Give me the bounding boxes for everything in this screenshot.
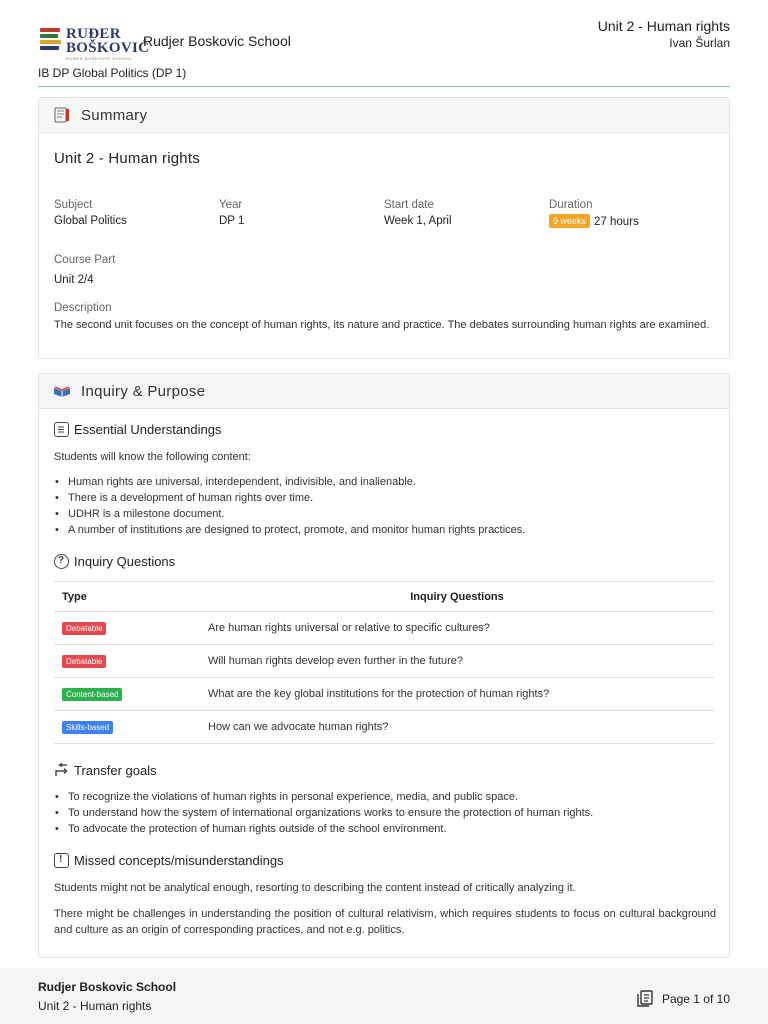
essential-intro: Students will know the following content:	[54, 451, 251, 463]
description-text: The second unit focuses on the concept of human rights, its nature and practice. The debates surrounding human rights are examined.	[54, 319, 710, 331]
footer-unit-title: Unit 2 - Human rights	[38, 999, 152, 1013]
page-number-text: Page 1 of 10	[661, 991, 730, 1006]
inquiry-questions-title	[54, 554, 175, 569]
table-header-row	[54, 582, 714, 612]
logo-text-line1: RUĐER	[66, 26, 121, 42]
description-label: Description	[54, 302, 112, 314]
start-date-label: Start date	[384, 199, 434, 211]
open-book-icon	[53, 383, 71, 399]
course-name: IB DP Global Politics (DP 1)	[38, 66, 187, 80]
school-name: Rudjer Boskovic School	[143, 33, 291, 49]
transfer-arrows-icon	[54, 763, 69, 778]
pages-icon	[637, 990, 653, 1007]
missed-paragraph-1: Students might not be analytical enough, resorting to describing the content instead of critically analyzing it.	[54, 882, 576, 894]
question-cell: What are the key global institutions for the protection of human rights?	[200, 678, 714, 711]
exclamation-icon: !	[54, 853, 69, 868]
col-type: Type	[54, 582, 200, 612]
col-questions: Inquiry Questions	[200, 582, 714, 612]
question-cell: Will human rights develop even further in the future?	[200, 645, 714, 678]
table-row	[54, 678, 714, 711]
question-icon: ?	[54, 554, 69, 569]
subject-label: Subject	[54, 199, 93, 211]
course-part-value: Unit 2/4	[54, 274, 94, 286]
table-row	[54, 612, 714, 645]
start-date-value: Week 1, April	[384, 215, 452, 227]
header-unit-title: Unit 2 - Human rights	[597, 18, 730, 34]
duration-badge: 9 weeks	[549, 214, 590, 228]
duration-hours: 27 hours	[594, 216, 639, 228]
missed-concepts-title-text: Missed concepts/misunderstandings	[74, 853, 284, 868]
list-item: • Human rights are universal, interdependent, indivisible, and inalienable.	[54, 474, 716, 490]
list-item: • To advocate the protection of human rights outside of the school environment.	[54, 821, 716, 837]
subject-value: Global Politics	[54, 215, 127, 227]
duration-value	[549, 214, 639, 228]
logo-tagline: RUĐER BOŠKOVIĆ SCHOOL	[66, 56, 133, 61]
inquiry-questions-title-text: Inquiry Questions	[74, 554, 176, 569]
transfer-goals-title	[54, 763, 157, 778]
summary-header	[39, 98, 729, 133]
essential-title-text: Essential Understandings	[74, 422, 222, 437]
header-divider	[38, 86, 730, 87]
summary-title: Summary	[81, 106, 148, 124]
teacher-name: Ivan Šurlan	[669, 36, 730, 50]
table-row	[54, 711, 714, 744]
unit-title: Unit 2 - Human rights	[54, 150, 200, 167]
book-icon	[53, 107, 71, 123]
transfer-goals-list	[54, 789, 716, 837]
duration-label: Duration	[549, 199, 593, 211]
page-header	[38, 18, 730, 62]
type-tag: Content-based	[62, 688, 122, 701]
year-label: Year	[219, 199, 243, 211]
question-cell: How can we advocate human rights?	[200, 711, 714, 744]
page-indicator	[637, 990, 730, 1007]
list-item: • There is a development of human rights over time.	[54, 490, 716, 506]
inquiry-title: Inquiry & Purpose	[81, 382, 206, 400]
essential-understandings-title	[54, 422, 221, 437]
missed-paragraph-2: There might be challenges in understanding the position of cultural relativism, which requires students to focus on cultural background and culture as an origin of corresponding practices, and not e.g. politics.	[54, 908, 716, 936]
question-cell: Are human rights universal or relative to specific cultures?	[200, 612, 714, 645]
essential-list	[54, 474, 716, 538]
logo-books-icon	[40, 28, 62, 52]
list-item: • To understand how the system of international organizations works to ensure the protection of human rights.	[54, 805, 716, 821]
course-part-label: Course Part	[54, 254, 116, 266]
type-tag: Debatable	[62, 655, 106, 668]
type-tag: Skills-based	[62, 721, 113, 734]
page-footer	[0, 968, 768, 1024]
inquiry-header	[39, 374, 729, 409]
inquiry-questions-table	[54, 581, 714, 744]
summary-card	[38, 97, 730, 359]
inquiry-card	[38, 373, 730, 958]
logo-text-line2: BOŠKOVIĆ	[66, 40, 150, 56]
type-tag: Debatable	[62, 622, 106, 635]
footer-school-name: Rudjer Boskovic School	[38, 980, 177, 994]
year-value: DP 1	[219, 215, 245, 227]
missed-concepts-title	[54, 853, 284, 868]
school-logo	[40, 22, 150, 64]
table-row	[54, 645, 714, 678]
transfer-goals-title-text: Transfer goals	[74, 763, 157, 778]
list-item: • To recognize the violations of human rights in personal experience, media, and public space.	[54, 789, 716, 805]
list-item: • UDHR is a milestone document.	[54, 506, 716, 522]
list-item: • A number of institutions are designed to protect, promote, and monitor human rights practices.	[54, 522, 716, 538]
list-icon	[54, 422, 69, 437]
